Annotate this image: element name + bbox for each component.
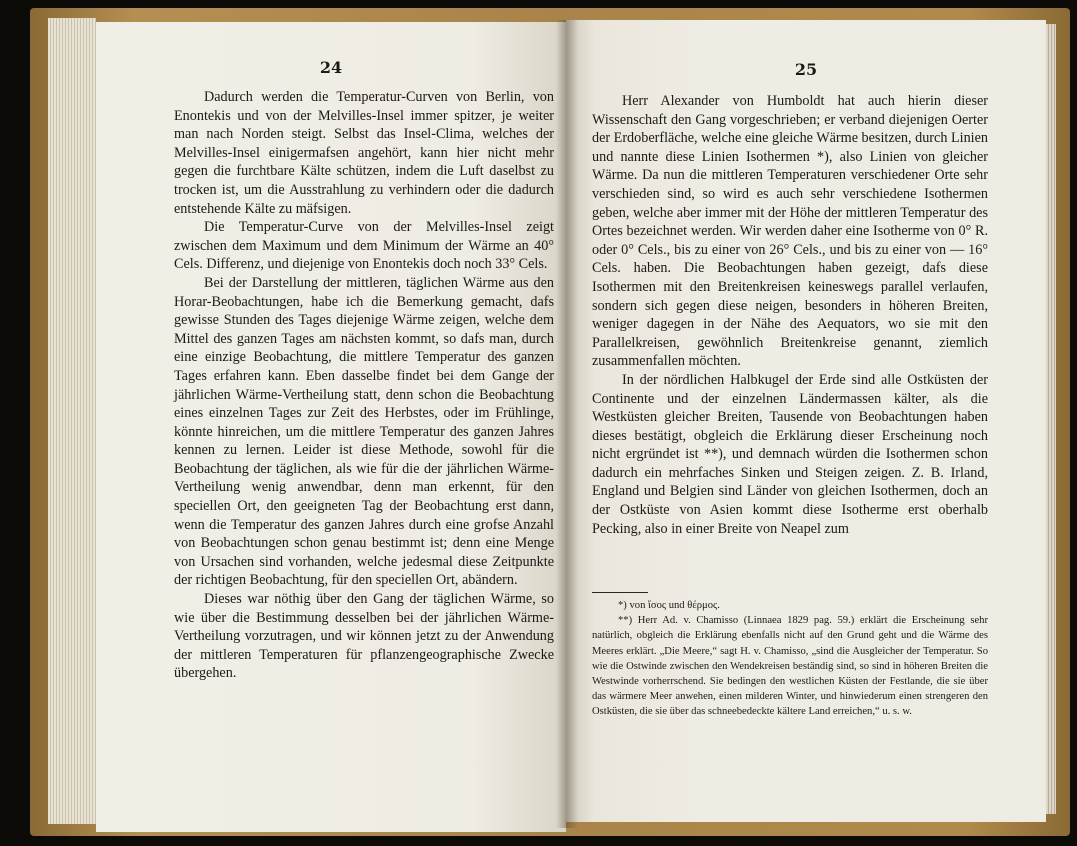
left-page-body xyxy=(174,88,554,683)
page-edges-right xyxy=(1046,24,1056,814)
paragraph: Dieses war nöthig über den Gang der täglichen Wärme, so wie über die Bestimmung desselben bei der jährlichen Wärme-Vertheilung vorzutragen, und wir können jetzt zu der Anwendung der mittleren Temperaturen für pflanzengeographische Zwecke übergehen. xyxy=(174,591,554,682)
right-page xyxy=(566,20,1046,822)
right-page-body xyxy=(592,92,988,538)
gutter-shadow xyxy=(556,20,578,828)
footnote: **) Herr Ad. v. Chamisso (Linnaea 1829 pag. 59.) erklärt die Erscheinung sehr natürlich, obgleich die Erklärung ebenfalls nicht auf den Grund geht und die Wärme des Meeres erklärt. „Die Meere,“ sagt H. v. Chamisso, „sind die Ausgleicher der Temperatur. So wie die Ostwinde zwischen den Wendekreisen beständig sind, so sind in höheren Breiten die Westwinde vorherrschend. Sie bedingen den westlichen Küsten der Festlande, die sie über das wärmere Meer anwehen, einen milderen Winter, und hinwiederum einen strengeren den Ostküsten, die sie über das schneebedeckte kältere Land erreichen,“ u. s. w. xyxy=(592,615,988,718)
page-edges-left xyxy=(48,18,96,824)
paragraph: Dadurch werden die Temperatur-Curven von Berlin, von Enontekis und von der Melvilles-Insel immer spitzer, je weiter man nach Norden steigt. Selbst das Insel-Clima, welches der Melvilles-Insel einigermafsen angehört, kann hier nicht mehr gegen die furchtbare Kälte schützen, indem die Luft daselbst zu trocken ist, um die Ausstrahlung zu verhindern oder die dadurch entstehende Kälte zu mäfsigen. xyxy=(174,89,554,217)
paragraph: Bei der Darstellung der mittleren, täglichen Wärme aus den Horar-Beobachtungen, habe ich die Bemerkung gemacht, dafs gewisse Stunden des Tages diejenige Wärme zeigen, welche dem Mittel des ganzen Tages am nächsten kommt, so dafs man, durch eine einzige Beobachtung, die mittlere Temperatur des ganzen Tages erfahren kann. Eben dasselbe findet bei dem Gange der jährlichen Wärme-Vertheilung statt, denn schon die Beobachtung eines einzelnen Tages zur Zeit des Herbstes, oder im Frühlinge, könnte hinreichen, um die mittlere Temperatur des ganzen Jahres kennen zu lernen. Leider ist diese Methode, sowohl für die Beobachtung der täglichen, als wie für die der jährlichen Wärme-Vertheilung wenig anwendbar, denn man erkennt, für den speciellen Ort, den geeigneten Tag der Beobachtung erst dann, wenn die Temperatur des ganzen Jahres durch eine grofse Anzahl von Beobachtungen schon genau bestimmt ist; denn eine Menge von Ursachen sind vorhanden, welche jedesmal diese Zeitpunkte der richtigen Beobachtung, für den speciellen Ort, abändern. xyxy=(174,274,554,589)
page-number-right: 25 xyxy=(794,60,818,79)
paragraph: In der nördlichen Halbkugel der Erde sind alle Ostküsten der Continente und der einzelnen Ländermassen kälter, als die Westküsten gleicher Breiten, Tausende von Beobachtungen haben dieses bestätigt, obgleich die Erklärung dieser Erscheinung noch nicht ergründet ist **), und demnach würden die Isothermen schon dadurch ein mehrfaches Sinken und Steigen zeigen. Z. B. Irland, England und Belgien sind Länder von gleichen Isothermen, doch an der Ostküste von Asien kommt diese Isotherme erst oberhalb Pecking, also in einer Breite von Neapel zum xyxy=(592,371,988,537)
page-number-left: 24 xyxy=(319,58,343,77)
footnotes xyxy=(592,598,988,720)
footnote-rule xyxy=(592,592,648,593)
left-page xyxy=(96,22,566,832)
paragraph: Herr Alexander von Humboldt hat auch hierin dieser Wissenschaft den Gang vorgeschrieben; er verband diejenigen Oerter der Erdoberfläche, welche eine gleiche Wärme besitzen, durch Linien und nannte diese Linien Isothermen *), also Linien von gleicher Wärme. Da nun die mittleren Temperaturen verschiedener Orte sehr verschieden sind, so wird es auch sehr verschiedene Isothermen geben, welche aber immer mit der Höhe der mittleren Temperatur des Ortes bezeichnet werden. Wir werden daher eine Isotherme von 0° R. oder 0° Cels., bis zu einer von 26° Cels., und bis zu einer von — 16° Cels. haben. Die Beobachtungen haben gezeigt, dafs diese Isothermen mit den Breitenkreisen keineswegs parallel verlaufen, sondern sich gegen diese neigen, besonders in höheren Breiten, weniger dagegen in der Nähe des Aequators, wo sie mit den Parallelkreisen, gewöhnlich Breitenkreise genannt, ziemlich zusammenfallen möchten. xyxy=(592,93,989,370)
footnote: *) von ἴσος und θέρμος. xyxy=(618,600,720,611)
paragraph: Die Temperatur-Curve von der Melvilles-Insel zeigt zwischen dem Maximum und dem Minimum der Wärme an 40° Cels. Differenz, und diejenige von Enontekis doch noch 33° Cels. xyxy=(174,219,554,273)
